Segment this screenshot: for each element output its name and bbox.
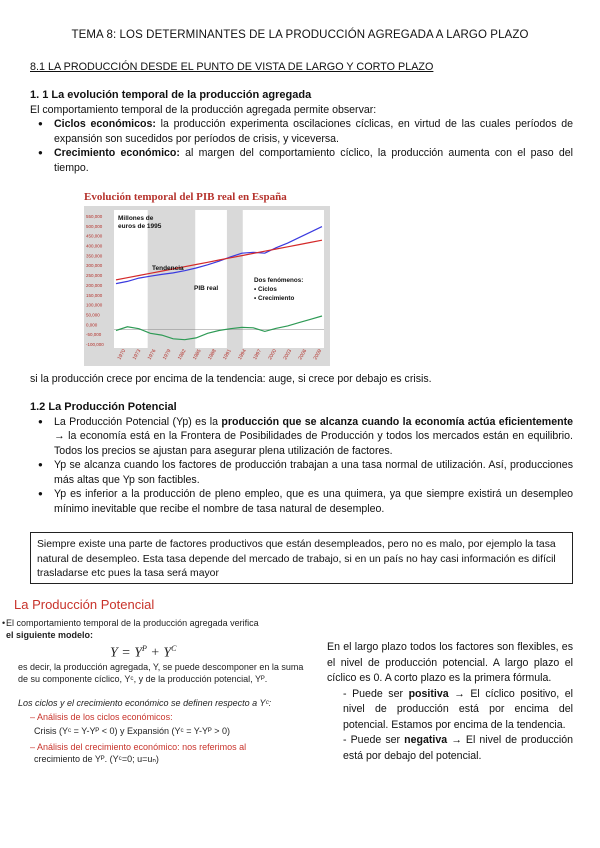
y-tick-label: 350,000 (86, 253, 103, 259)
right-p3-post: → El nivel de producción está por debajo del potencial. (343, 734, 573, 762)
bullet-crecimiento (30, 146, 573, 175)
right-p2-pre: - Puede ser (343, 687, 409, 700)
annotation-ciclos: • Ciclos (254, 286, 277, 293)
x-tick-label: 1997 (252, 348, 263, 361)
formula-plus: + Y (146, 645, 172, 661)
slide-title: La Producción Potencial (14, 597, 155, 612)
slide-line1: • El comportamiento temporal de la producción agregada verifica el siguiente modelo: (2, 618, 259, 640)
y-tick-label: -50,000 (86, 332, 102, 338)
shaded-period-0 (148, 210, 196, 348)
bullet-crecimiento-text: al margen del comportamiento cíclico, la producción aumenta con el paso del tiempo. (54, 147, 573, 174)
x-tick-label: 1988 (206, 348, 218, 361)
x-tick-label: 1982 (176, 348, 188, 361)
unit-label-2: euros de 1995 (118, 223, 162, 230)
slide-item1b: Crisis (Yᶜ = Y-Yᴾ < 0) y Expansión (Yᶜ = Y-Yᴾ > 0) (34, 726, 230, 736)
y-tick-label: -100,000 (86, 342, 104, 347)
bullet-crecimiento-term: Crecimiento económico: (54, 147, 180, 159)
bullet-ciclos-term: Ciclos económicos: (54, 118, 156, 130)
x-tick-label: 1973 (131, 348, 143, 361)
x-tick-label: 1985 (191, 348, 203, 361)
y-tick-label: 150,000 (86, 292, 103, 298)
slide-line3: Los ciclos y el crecimiento económico se definen respecto a Yᶜ: (18, 698, 272, 708)
slide-image (0, 596, 320, 786)
annotation-pib-real: PIB real (194, 285, 219, 292)
section-2-heading: 1.2 La Producción Potencial (30, 401, 177, 413)
y-tick-label: 100,000 (86, 302, 103, 308)
y-tick-label: 550,000 (86, 214, 103, 219)
pib-chart (84, 190, 330, 366)
bullet-pp-bold: producción que se alcanza cuando la economía actúa eficientemente (221, 415, 573, 428)
unit-label-1: Millones de (118, 215, 154, 222)
note-box: Siempre existe una parte de factores productivos que están desempleados, pero no es malo, por ejemplo la tasa natural de desempleo. Esta tasa depende del mercado de trabajo, si en un país no hay casi información es difícil trasladarse etc pues la tasa será mayor (30, 532, 573, 584)
right-p2 (327, 687, 573, 734)
section-2 (30, 400, 573, 516)
annotation-crecimiento: • Crecimiento (254, 295, 295, 302)
document-title: TEMA 8: LOS DETERMINANTES DE LA PRODUCCIÓN AGREGADA A LARGO PLAZO (71, 29, 529, 41)
bullet-yp-inferior-text: Yp es inferior a la producción de pleno empleo, que es una quimera, ya que siempre existirá un desempleo mínimo inevitable que recibe el nombre de tasa natural de desempleo. (54, 488, 573, 515)
right-p1: En el largo plazo todos los factores son flexibles, es el nivel de producción potencial. A largo plazo el cíclico es 0. A corto plazo es la primera fórmula. (327, 641, 573, 684)
slide-line1a: El comportamiento temporal de la producción agregada verifica (6, 618, 259, 628)
annotation-tendencia: Tendencia (152, 265, 184, 272)
section-2-bullets (30, 415, 573, 517)
section-1-heading: 1. 1 La evolución temporal de la producción agregada (30, 89, 312, 101)
y-tick-label: 200,000 (86, 282, 103, 288)
formula-sup-c: C (171, 644, 177, 653)
x-tick-label: 1994 (237, 348, 248, 361)
x-tick-label: 1970 (116, 348, 128, 361)
slide-line1b: el siguiente modelo: (6, 629, 94, 640)
y-tick-label: 50,000 (86, 312, 100, 318)
y-tick-label: 500,000 (86, 223, 103, 229)
slide-item2b: crecimiento de Yᴾ. (Yᶜ=0; u=uₙ) (34, 754, 159, 764)
x-tick-label: 1979 (161, 348, 173, 361)
annotation-dos-fenomenos: Dos fenómenos: (254, 277, 304, 284)
chart-title: Evolución temporal del PIB real en España (84, 191, 287, 203)
x-tick-label: 2009 (312, 348, 324, 361)
y-tick-label: 450,000 (86, 233, 103, 239)
right-p2-post: → El cíclico positivo, el nivel de producción está por encima del potencial. Estamos por encima de la tendencia. (343, 687, 573, 731)
bullet-pp-post: → la economía está en la Frontera de Posibilidades de Producción y todos los mercados están en equilibrio. Todos los precios se ajustan para asegurar plena utilización de factores. (54, 430, 573, 457)
x-tick-label: 2003 (282, 348, 294, 361)
slide-item2: – Análisis del crecimiento económico: nos referimos al (30, 742, 247, 752)
right-p2-bold: positiva (408, 687, 449, 700)
bullet-yp-inferior (30, 487, 573, 516)
chart-svg (84, 206, 330, 366)
section-1-intro: El comportamiento temporal de la producción agregada permite observar: (30, 103, 377, 116)
bullet-pp-pre: La Producción Potencial (Yp) es la (54, 415, 222, 428)
formula-y: Y = Y (110, 645, 143, 661)
right-p3-bold: negativa (404, 734, 448, 746)
y-tick-label: 0,000 (86, 322, 98, 328)
section-1 (30, 88, 573, 175)
y-tick-label: 400,000 (86, 243, 103, 249)
section-subtitle: 8.1 LA PRODUCCIÓN DESDE EL PUNTO DE VISTA DE LARGO Y CORTO PLAZO (30, 61, 434, 73)
slide-item1: – Análisis de los ciclos económicos: (30, 712, 173, 722)
right-p3 (327, 733, 573, 764)
x-tick-label: 1976 (146, 348, 158, 361)
bullet-produccion-potencial (30, 415, 573, 459)
bullet-ciclos (30, 117, 573, 146)
after-chart-text: si la producción crece por encima de la tendencia: auge, si crece por debajo es crisis. (30, 373, 432, 385)
bullet-yp-alcanza-text: Yp se alcanza cuando los factores de producción trabajan a una tasa normal de utilización. Así, producciones más altas que Yp son factibles. (54, 459, 573, 486)
slide-formula (110, 640, 177, 663)
slide-line2: es decir, la producción agregada, Y, se puede descomponer en la suma de su componente cíclico, Yᶜ, y de la producción potencial, Yᴾ. (18, 662, 304, 684)
x-tick-label: 1991 (222, 348, 233, 361)
x-tick-label: 2006 (297, 348, 309, 361)
x-tick-label: 2000 (267, 348, 279, 361)
right-p3-pre: - Puede ser (343, 734, 405, 746)
y-tick-label: 250,000 (86, 273, 103, 279)
section-1-bullets (30, 117, 573, 175)
bullet-yp-alcanza (30, 458, 573, 487)
right-column (327, 640, 573, 764)
bullet-ciclos-text: la producción experimenta oscilaciones cíclicas, en virtud de las cuales períodos de expansión son sucedidos por períodos de crisis, y viceversa. (54, 118, 574, 145)
formula-sup-p: P (142, 644, 147, 653)
y-tick-label: 300,000 (86, 263, 103, 269)
